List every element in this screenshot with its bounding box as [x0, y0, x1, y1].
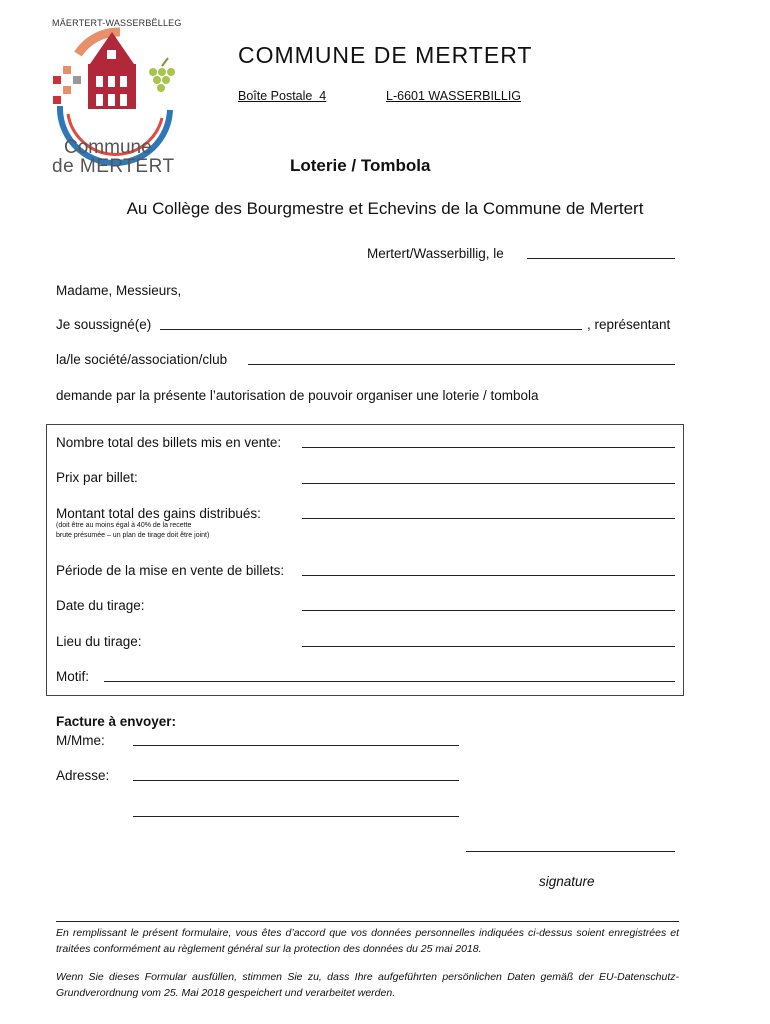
representing-label: , représentant — [587, 317, 671, 332]
form-subject: Loterie / Tombola — [290, 156, 431, 175]
lottery-details-box — [46, 424, 684, 696]
invoice-heading: Facture à envoyer: — [56, 714, 177, 729]
footer-privacy-de: Wenn Sie dieses Formular ausfüllen, stimmen Sie zu, dass Ihre aufgeführten persönlichen Daten gemäß der EU-Datenschutz-Grundverordnung vom 25. Mai 2018 gespeichert und verarbeitet werden. — [56, 971, 679, 999]
salutation: Madame, Messieurs, — [56, 283, 182, 298]
signature-label: signature — [539, 874, 595, 889]
invoice-address-field-2[interactable] — [133, 816, 459, 817]
signature-field[interactable] — [466, 851, 675, 852]
logo-name-line1: Commune — [64, 137, 152, 158]
reason-field[interactable] — [104, 681, 675, 682]
organization-label: la/le société/association/club — [56, 352, 228, 367]
total-tickets-field[interactable] — [302, 447, 675, 448]
total-prizes-field[interactable] — [302, 518, 675, 519]
logo-top-text: MÄERTERT-WASSERBËLLEG — [52, 18, 182, 28]
request-text: demande par la présente l’autorisation de pouvoir organiser une loterie / tombola — [56, 388, 539, 403]
postal-address: L-6601 WASSERBILLIG — [386, 89, 522, 103]
invoice-name-label: M/Mme: — [56, 733, 105, 748]
draw-date-label: Date du tirage: — [56, 598, 145, 613]
date-field[interactable] — [527, 258, 675, 259]
draw-place-field[interactable] — [302, 646, 675, 647]
invoice-name-field[interactable] — [133, 745, 459, 746]
footer-privacy-fr: En remplissant le présent formulaire, vous êtes d’accord que vos données personnelles indiquées ci-dessus soient enregistrées et traitées conformément au règlement général sur la protection des données du 25 mai 2018. — [56, 927, 679, 955]
po-box: Boîte Postale 4 — [238, 89, 327, 103]
price-label: Prix par billet: — [56, 470, 138, 485]
total-prizes-label: Montant total des gains distribués: — [56, 506, 261, 521]
draw-place-label: Lieu du tirage: — [56, 634, 142, 649]
total-prizes-note-line2: brute présumée – un plan de tirage doit être joint) — [56, 532, 210, 539]
organization-field[interactable] — [248, 364, 675, 365]
draw-date-field[interactable] — [302, 610, 675, 611]
sale-period-label: Période de la mise en vente de billets: — [56, 563, 285, 578]
reason-label: Motif: — [56, 669, 90, 684]
document-title: COMMUNE DE MERTERT — [238, 42, 533, 68]
recipient-line: Au Collège des Bourgmestre et Echevins de la Commune de Mertert — [126, 199, 644, 218]
footer-divider — [56, 921, 679, 922]
undersigned-label: Je soussigné(e) — [56, 317, 152, 332]
sale-period-field[interactable] — [302, 575, 675, 576]
total-prizes-note-line1: (doit être au moins égal à 40% de la recette — [56, 522, 192, 529]
place-date-label: Mertert/Wasserbillig, le — [367, 246, 504, 261]
invoice-address-label: Adresse: — [56, 768, 110, 783]
logo-name-line2: de MERTERT — [52, 156, 175, 177]
invoice-address-field-1[interactable] — [133, 780, 459, 781]
price-field[interactable] — [302, 483, 675, 484]
undersigned-field[interactable] — [160, 329, 582, 330]
total-tickets-label: Nombre total des billets mis en vente: — [56, 435, 282, 450]
